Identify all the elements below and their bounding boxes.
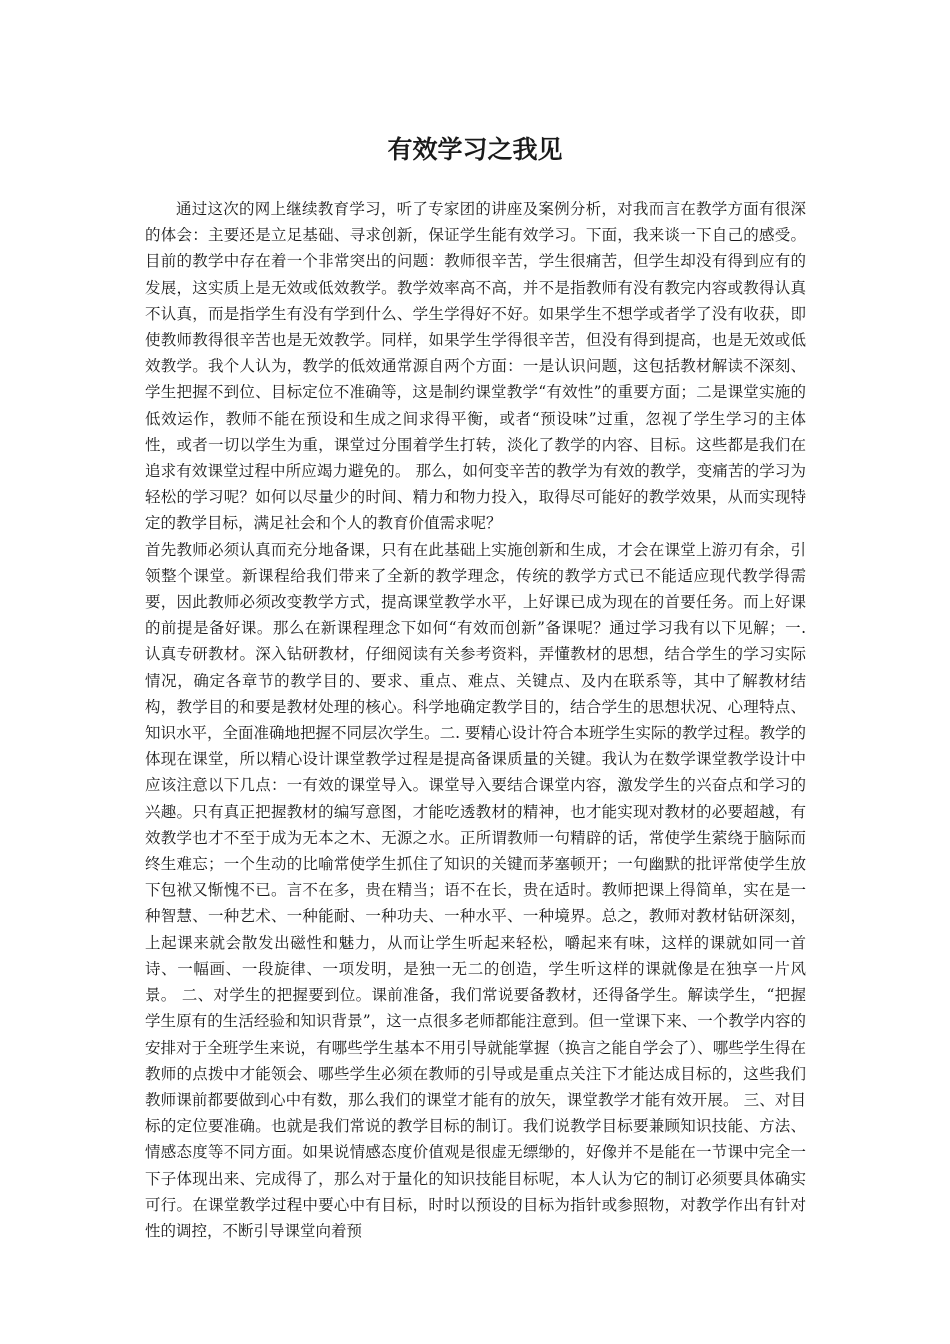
paragraph-intro: 通过这次的网上继续教育学习，听了专家团的讲座及案例分析，对我而言在教学方面有很深的体会：主要还是立足基础、寻求创新，保证学生能有效学习。下面，我来谈一下自己的感受。目前的教学中存在着一个非常突出的问题：教师很辛苦，学生很痛苦，但学生却没有得到应有的发展，这实质上是无效或低效教学。教学效率高不高，并不是指教师有没有教完内容或教得认真不认真，而是指学生有没有学到什么、学生学得好不好。如果学生不想学或者学了没有收获，即使教师教得很辛苦也是无效教学。同样，如果学生学得很辛苦，但没有得到提高，也是无效或低效教学。我个人认为，教学的低效通常源自两个方面：一是认识问题，这包括教材解读不深刻、学生把握不到位、目标定位不准确等，这是制约课堂教学“有效性”的重要方面；二是课堂实施的低效运作，教师不能在预设和生成之间求得平衡，或者“预设味”过重，忽视了学生学习的主体性，或者一切以学生为重，课堂过分围着学生打转，淡化了教学的内容、目标。这些都是我们在追求有效课堂过程中所应竭力避免的。 那么，如何变辛苦的教学为有效的教学，变痛苦的学习为轻松的学习呢？如何以尽量少的时间、精力和物力投入，取得尽可能好的教学效果，从而实现特定的教学目标，满足社会和个人的教育价值需求呢？ <box>145 200 806 533</box>
document-body <box>145 196 806 1244</box>
paragraph-lesson-preparation: 首先教师必须认真而充分地备课，只有在此基础上实施创新和生成，才会在课堂上游刃有余，引领整个课堂。新课程给我们带来了全新的教学理念，传统的教学方式已不能适应现代教学得需要，因此教师必须改变教学方式，提高课堂教学水平，上好课已成为现在的首要任务。而上好课的前提是备好课。那么在新课程理念下如何“有效而创新”备课呢？通过学习我有以下见解；一. 认真专研教材。深入钻研教材，仔细阅读有关参考资料，弄懂教材的思想，结合学生的学习实际情况，确定各章节的教学目的、要求、重点、难点、关键点、及内在联系等，其中了解教材结构，教学目的和要是教材处理的核心。科学地确定教学目的，结合学生的思想状况、心理特点、知识水平，全面准确地把握不同层次学生。二. 要精心设计符合本班学生实际的教学过程。教学的体现在课堂，所以精心设计课堂教学过程是提高备课质量的关键。我认为在数学课堂教学设计中应该注意以下几点：一有效的课堂导入。课堂导入要结合课堂内容，激发学生的兴奋点和学习的兴趣。只有真正把握教材的编写意图，才能吃透教材的精神，也才能实现对教材的必要超越，有效教学也才不至于成为无本之木、无源之水。正所谓教师一句精辟的话，常使学生萦绕于脑际而终生难忘；一个生动的比喻常使学生抓住了知识的关键而茅塞顿开；一句幽默的批评常使学生放下包袱又惭愧不已。言不在多，贵在精当；语不在长，贵在适时。教师把课上得简单，实在是一种智慧、一种艺术、一种能耐、一种功夫、一种水平、一种境界。总之，教师对教材钻研深刻，上起课来就会散发出磁性和魅力，从而让学生听起来轻松，嚼起来有味，这样的课就如同一首诗、一幅画、一段旋律、一项发明，是独一无二的创造，学生听这样的课就像是在独享一片风景。 二、对学生的把握要到位。课前准备，我们常说要备教材，还得备学生。解读学生，“把握学生原有的生活经验和知识背景”，这一点很多老师都能注意到。但一堂课下来、一个教学内容的安排对于全班学生来说，有哪些学生基本不用引导就能掌握（换言之能自学会了）、哪些学生得在教师的点拨中才能领会、哪些学生必须在教师的引导或是重点关注下才能达成目标的，这些我们教师课前都要做到心中有数，那么我们的课堂才能有的放矢，课堂教学才能有效开展。 三、对目标的定位要准确。也就是我们常说的教学目标的制订。我们说教学目标要兼顾知识技能、方法、情感态度等不同方面。如果说情感态度价值观是很虚无缥缈的，好像并不是能在一节课中完全一下子体现出来、完成得了，那么对于量化的知识技能目标呢，本人认为它的制订必须要具体确实可行。在课堂教学过程中要心中有目标，时时以预设的目标为指针或参照物，对教学作出有针对性的调控，不断引导课堂向着预 <box>145 540 806 1240</box>
document-title: 有效学习之我见 <box>387 135 563 164</box>
